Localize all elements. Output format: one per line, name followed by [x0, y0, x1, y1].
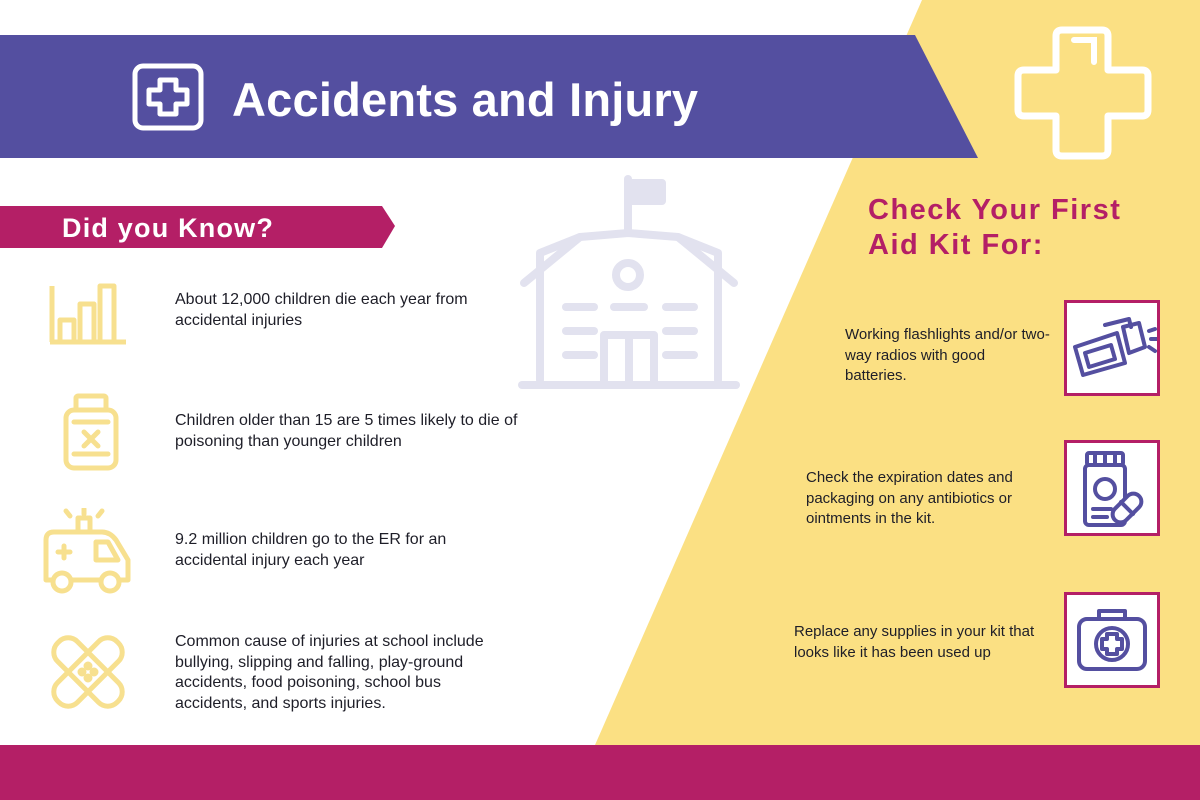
school-building-icon — [518, 175, 740, 395]
kit-item-icon-box-1 — [1064, 300, 1160, 396]
fact-text-3: 9.2 million children go to the ER for an accidental injury each year — [175, 531, 447, 569]
kit-item-icon-box-2 — [1064, 440, 1160, 536]
flashlight-radio-icon — [1067, 303, 1157, 393]
first-aid-heading: Check Your First Aid Kit For: — [868, 194, 1122, 261]
first-aid-kit-icon — [1067, 595, 1157, 685]
bar-chart-icon — [46, 280, 128, 346]
did-you-know-heading: Did you Know? — [62, 213, 275, 243]
poison-bottle-icon — [62, 392, 120, 472]
kit-item-text-1: Working flashlights and/or two-way radios with good batteries. — [845, 326, 1050, 384]
medical-cross-icon — [132, 63, 204, 131]
fact-text-1: About 12,000 children die each year from accidental injuries — [175, 291, 468, 329]
fact-text-4: Common cause of injuries at school include bullying, slipping and falling, play-ground accidents, food poisoning, school bus accidents, and sports injuries. — [175, 633, 484, 712]
kit-item-icon-box-3 — [1064, 592, 1160, 688]
bandage-icon — [50, 634, 126, 710]
page-title: Accidents and Injury — [232, 73, 699, 126]
ambulance-icon — [40, 508, 134, 596]
medicine-bottle-pill-icon — [1067, 443, 1157, 533]
kit-item-text-3: Replace any supplies in your kit that looks like it has been used up — [794, 623, 1035, 661]
cross-outline-icon — [1012, 22, 1152, 162]
footer-bar — [0, 745, 1200, 800]
kit-item-text-2: Check the expiration dates and packaging on any antibiotics or ointments in the kit. — [806, 469, 1013, 527]
fact-text-2: Children older than 15 are 5 times likely to die of poisoning than younger children — [175, 412, 518, 450]
